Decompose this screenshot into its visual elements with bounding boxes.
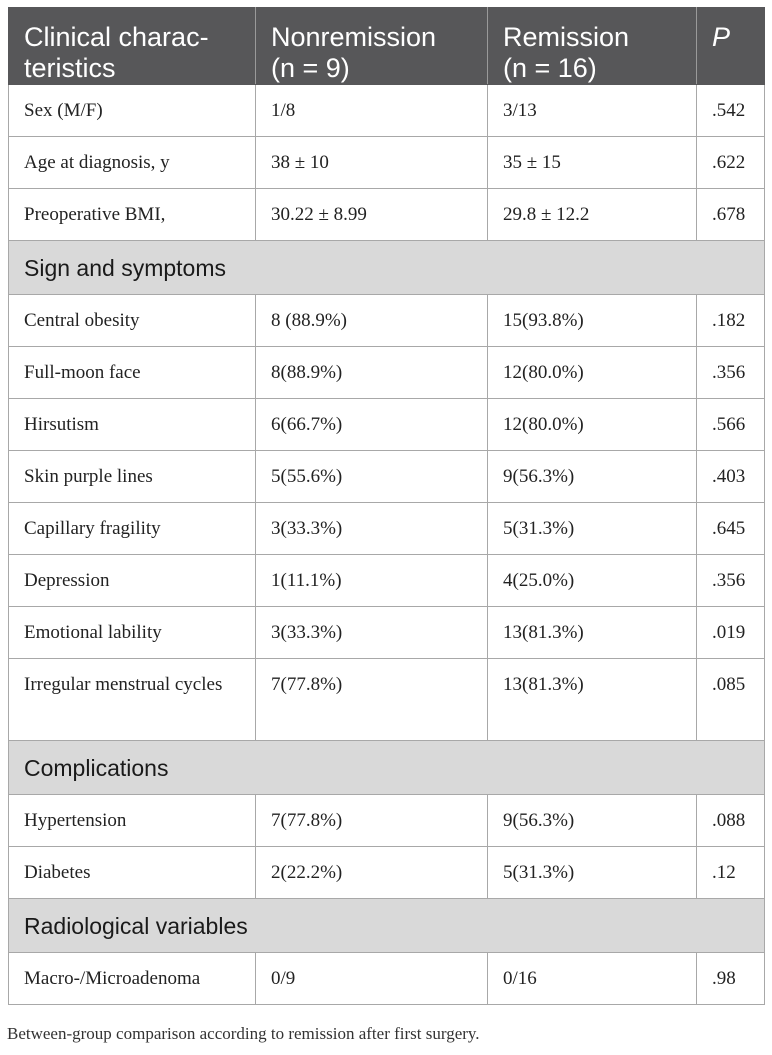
remission-cell: 15(93.8%) [488,295,697,347]
header-p-value: P [697,8,765,85]
table-body [9,85,765,1005]
nonremission-cell: 1/8 [256,85,488,137]
p-value-cell: .182 [697,295,765,347]
table-row [9,399,765,451]
remission-cell: 35 ± 15 [488,137,697,189]
remission-cell: 5(31.3%) [488,503,697,555]
section-label: Radiological variables [9,899,765,953]
p-value-cell: .019 [697,607,765,659]
p-value-cell: .678 [697,189,765,241]
remission-cell: 13(81.3%) [488,659,697,741]
header-nonremission: Nonremission (n = 9) [256,8,488,85]
table-row [9,503,765,555]
characteristic-cell: Age at diagnosis, y [9,137,256,189]
remission-cell: 12(80.0%) [488,347,697,399]
remission-cell: 13(81.3%) [488,607,697,659]
remission-cell: 9(56.3%) [488,795,697,847]
nonremission-cell: 3(33.3%) [256,607,488,659]
table-row [9,555,765,607]
remission-cell: 0/16 [488,953,697,1005]
table-row [9,953,765,1005]
characteristic-cell: Central obesity [9,295,256,347]
nonremission-cell: 5(55.6%) [256,451,488,503]
characteristic-cell: Full-moon face [9,347,256,399]
characteristic-cell: Depression [9,555,256,607]
remission-cell: 4(25.0%) [488,555,697,607]
remission-cell: 12(80.0%) [488,399,697,451]
p-value-cell: .622 [697,137,765,189]
header-clinical-characteristics: Clinical charac- teristics [9,8,256,85]
nonremission-cell: 2(22.2%) [256,847,488,899]
characteristic-cell: Hypertension [9,795,256,847]
header-remission: Remission (n = 16) [488,8,697,85]
p-value-cell: .645 [697,503,765,555]
characteristic-cell: Hirsutism [9,399,256,451]
characteristic-cell: Emotional lability [9,607,256,659]
characteristic-cell: Skin purple lines [9,451,256,503]
nonremission-cell: 0/9 [256,953,488,1005]
nonremission-cell: 8(88.9%) [256,347,488,399]
remission-cell: 9(56.3%) [488,451,697,503]
table-row [9,795,765,847]
nonremission-cell: 1(11.1%) [256,555,488,607]
table-row [9,137,765,189]
section-row [9,741,765,795]
characteristic-cell: Diabetes [9,847,256,899]
characteristic-cell: Macro-/Microadenoma [9,953,256,1005]
remission-cell: 29.8 ± 12.2 [488,189,697,241]
nonremission-cell: 6(66.7%) [256,399,488,451]
table-row [9,659,765,741]
table-row [9,295,765,347]
p-value-cell: .566 [697,399,765,451]
nonremission-cell: 3(33.3%) [256,503,488,555]
table-row [9,607,765,659]
characteristic-cell: Sex (M/F) [9,85,256,137]
p-value-cell: .088 [697,795,765,847]
header-row [9,8,765,85]
section-label: Sign and symptoms [9,241,765,295]
p-value-cell: .403 [697,451,765,503]
p-value-cell: .12 [697,847,765,899]
p-value-cell: .085 [697,659,765,741]
table-row [9,347,765,399]
section-row [9,241,765,295]
section-label: Complications [9,741,765,795]
clinical-characteristics-table [8,7,765,1005]
table-row [9,847,765,899]
nonremission-cell: 38 ± 10 [256,137,488,189]
p-value-cell: .98 [697,953,765,1005]
table-footnote: Between-group comparison according to remission after first surgery. [7,1024,480,1043]
characteristic-cell: Capillary fragility [9,503,256,555]
table-row [9,451,765,503]
table-header [9,8,765,85]
nonremission-cell: 8 (88.9%) [256,295,488,347]
remission-cell: 5(31.3%) [488,847,697,899]
remission-cell: 3/13 [488,85,697,137]
section-row [9,899,765,953]
nonremission-cell: 7(77.8%) [256,659,488,741]
nonremission-cell: 7(77.8%) [256,795,488,847]
characteristic-cell: Preoperative BMI, [9,189,256,241]
nonremission-cell: 30.22 ± 8.99 [256,189,488,241]
table-row [9,85,765,137]
table-row [9,189,765,241]
p-value-cell: .542 [697,85,765,137]
characteristic-cell: Irregular menstrual cycles [9,659,256,741]
p-value-cell: .356 [697,555,765,607]
p-value-cell: .356 [697,347,765,399]
